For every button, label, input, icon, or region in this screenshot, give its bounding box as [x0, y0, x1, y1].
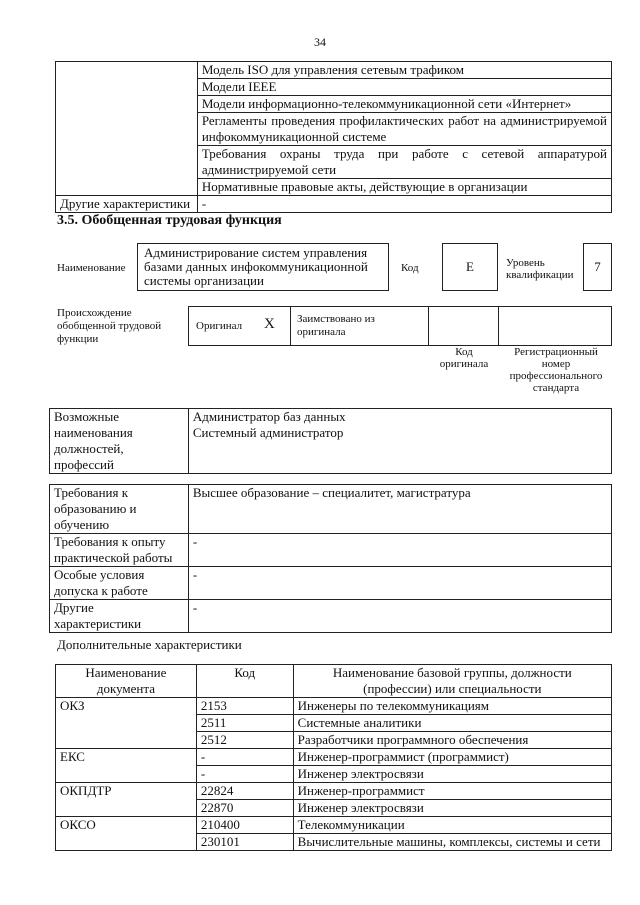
positions-table	[49, 408, 612, 474]
extra-name: Инженер-программист (программист)	[293, 749, 611, 766]
requirements-table	[49, 484, 612, 633]
other-characteristics-label: Другие характеристики	[56, 196, 198, 213]
positions-label: Возможные наименования должностей, профессий	[50, 409, 189, 474]
knowledge-item: Регламенты проведения профилактических работ на администрируемой инфокоммуникационной системе	[197, 113, 611, 146]
requirement-label: Требования к опыту практической работы	[50, 534, 189, 567]
position-item: Администратор баз данных	[192, 409, 346, 424]
extra-name: Телекоммуникации	[293, 817, 611, 834]
original-label: Оригинал	[196, 320, 243, 332]
code-original-caption: Код оригинала	[439, 346, 489, 370]
extra-code: 210400	[196, 817, 293, 834]
name-label: Наименование	[57, 262, 126, 274]
level-value-box: 7	[583, 243, 612, 291]
extra-name: Разработчики программного обеспечения	[293, 732, 611, 749]
position-item: Системный администратор	[192, 425, 344, 440]
requirement-value: -	[188, 534, 611, 567]
extra-doc: ОКСО	[56, 817, 197, 851]
origin-divider	[428, 306, 429, 346]
positions-values	[188, 409, 611, 474]
extra-name: Инженер электросвязи	[293, 766, 611, 783]
requirement-value: -	[188, 600, 611, 633]
extra-title: Дополнительные характеристики	[57, 637, 242, 652]
top-knowledge-table	[55, 61, 612, 213]
extra-code: 2512	[196, 732, 293, 749]
empty-cell	[56, 62, 198, 196]
knowledge-item: Модели информационно-телекоммуникационной сети «Интернет»	[197, 96, 611, 113]
knowledge-item: Модель ISO для управления сетевым трафиком	[197, 62, 611, 79]
requirement-label: Особые условия допуска к работе	[50, 567, 189, 600]
origin-divider	[290, 306, 291, 346]
extra-name: Системные аналитики	[293, 715, 611, 732]
extra-code: 22870	[196, 800, 293, 817]
extra-doc: ОКЗ	[56, 698, 197, 749]
extra-name: Инженеры по телекоммуникациям	[293, 698, 611, 715]
knowledge-item: Нормативные правовые акты, действующие в организации	[197, 179, 611, 196]
requirement-label: Другие характеристики	[50, 600, 189, 633]
extra-code: 2153	[196, 698, 293, 715]
requirement-label: Требования к образованию и обучению	[50, 485, 189, 534]
extra-code: -	[196, 766, 293, 783]
borrowed-label: Заимствовано из оригинала	[297, 313, 375, 338]
level-label: Уровень квалификации	[506, 257, 574, 281]
origin-divider	[498, 306, 499, 346]
knowledge-item: Модели IEEE	[197, 79, 611, 96]
extra-doc: ОКПДТР	[56, 783, 197, 817]
extra-code: 22824	[196, 783, 293, 800]
requirement-value: Высшее образование – специалитет, магистратура	[188, 485, 611, 534]
code-value-box: E	[442, 243, 498, 291]
extra-code: 230101	[196, 834, 293, 851]
extra-table	[55, 664, 612, 851]
extra-code: -	[196, 749, 293, 766]
other-characteristics-value: -	[197, 196, 611, 213]
requirement-value: -	[188, 567, 611, 600]
section-title: 3.5. Обобщенная трудовая функция	[57, 213, 282, 228]
extra-doc: ЕКС	[56, 749, 197, 783]
extra-header: Наименование базовой группы, должности (профессии) или специальности	[293, 665, 611, 698]
extra-code: 2511	[196, 715, 293, 732]
extra-name: Инженер-программист	[293, 783, 611, 800]
reg-number-caption: Регистрационный номер профессионального стандарта	[509, 346, 603, 394]
extra-header: Код	[196, 665, 293, 698]
code-label: Код	[401, 262, 419, 274]
knowledge-item: Требования охраны труда при работе с сетевой аппаратурой администрируемой сети	[197, 146, 611, 179]
extra-name: Вычислительные машины, комплексы, системы и сети	[293, 834, 611, 851]
extra-name: Инженер электросвязи	[293, 800, 611, 817]
function-name-box: Администрирование систем управления базами данных инфокоммуникационной системы организации	[137, 243, 389, 291]
page-number: 34	[314, 35, 326, 49]
original-mark: X	[264, 316, 275, 332]
origin-label: Происхождение обобщенной трудовой функции	[57, 307, 162, 345]
extra-header: Наименование документа	[56, 665, 197, 698]
